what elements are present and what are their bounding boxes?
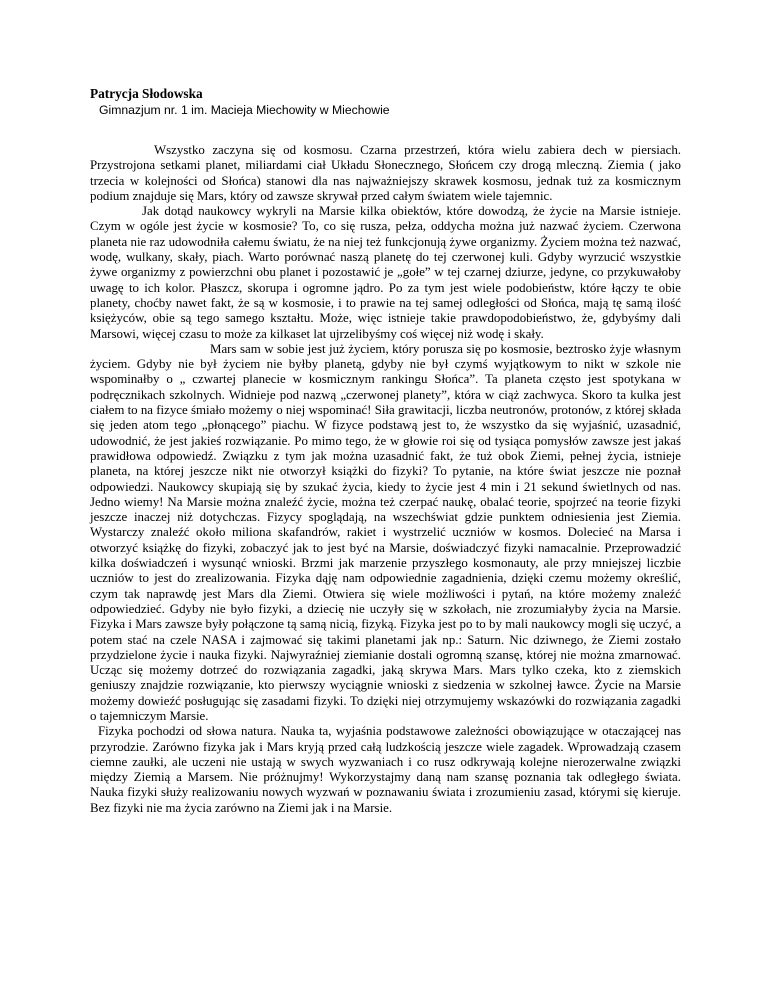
paragraph-1: Wszystko zaczyna się od kosmosu. Czarna przestrzeń, która wielu zabiera dech w piersiach. Przystrojona setkami planet, miliardami ciał Układu Słonecznego, Słońcem czy drogą mleczną. Ziemia ( jako trzecia w kolejności od Słońca) stanowi dla nas najważniejszy skrawek kosmosu, jednak tuż za kosmicznym podium znajduje się Mars, który od zawsze skrywał przed całym światem wiele tajemnic. [90, 143, 681, 203]
paragraph-2: Jak dotąd naukowcy wykryli na Marsie kilka obiektów, które dowodzą, że życie na Marsie istnieje. Czym w ogóle jest życie w kosmosie? To, co się rusza, pełza, oddycha można już nazwać życiem. Czerwona planeta nie raz udowodniła całemu światu, że na niej też funkcjonują żywe organizmy. Życiem można też nazwać, wodę, wulkany, skały, piach. Warto porównać naszą planetę do tej czerwonej kuli. Gdyby wyrzucić wszystkie żywe organizmy z powierzchni obu planet i pozostawić je „gołe” w tej czarnej dziurze, jedyne, co przykuwałoby uwagę to ich kolor. Płaszcz, skorupa i ogromne jądro. Po za tym jest wiele podobieństw, które łączy te obie planety, choćby nawet fakt, że są w kosmosie, i to prawie na tej samej odległości od Słońca, mają tę samą ilość księżyców, obie są tego samego kształtu. Może, więc istnieje takie prawdopodobieństwo, że, gdybyśmy dali Marsowi, więcej czasu to może za kilkaset lat ujrzelibyśmy coś więcej niż wodę i skały. [90, 204, 681, 341]
paragraph-3: Mars sam w sobie jest już życiem, który porusza się po kosmosie, beztrosko żyje własnym życiem. Gdyby nie był życiem nie byłby planetą, gdyby nie był czymś wyjątkowym to nikt w szkole nie wspominałby o „ czwartej planecie w kosmicznym rankingu Słońca”. Ta planeta często jest spotykana w podręcznikach szkolnych. Widnieje pod nazwą „czerwonej planety”, która w ciąż zachwyca. Skoro ta kulka jest ciałem to na fizyce śmiało możemy o niej wspominać! Siła grawitacji, liczba neutronów, protonów, z której składa się jeden atom tego „płonącego” piachu. W fizyce podstawą jest to, że wszystko da się wyjaśnić, uzasadnić, udowodnić, że jest jakieś rozwiązanie. Po mimo tego, że w głowie roi się od tysiąca pomysłów zawsze jest jakaś prawidłowa odpowiedź. Związku z tym jak można uzasadnić fakt, że tuż obok Ziemi, pełnej życia, istnieje planeta, na której jeszcze nikt nie otworzył książki do fizyki? To pytanie, na które świat jeszcze nie poznał odpowiedzi. Naukowcy skupiają się by szukać życia, kiedy to życie jest 4 min i 21 sekund świetlnych od nas. Jedno wiemy! Na Marsie można znaleźć życie, można też czerpać naukę, obalać teorie, spojrzeć na teorie fizyki jeszcze inaczej niż dotychczas. Fizycy spoglądają, na wszechświat gdzie punktem odniesienia jest Ziemia. Wystarczy znaleźć około miliona skafandrów, rakiet i wystrzelić uczniów w kosmos. Dolecieć na Marsa i otworzyć książkę do fizyki, zobaczyć jak to jest być na Marsie, doświadczyć fizyki namacalnie. Przeprowadzić kilka doświadczeń i wysunąć wnioski. Brzmi jak marzenie przyszłego kosmonauty, ale przy mniejszej liczbie uczniów to jest do zrealizowania. Fizyka dąję nam odpowiednie zagadnienia, dzięki czemu możemy określić, czym tak naprawdę jest Mars dla Ziemi. Otwiera się wiele możliwości i pytań, na które możemy znaleźć odpowiedzieć. Gdyby nie było fizyki, a dziecię nie uczyły się w szkołach, nie zrozumiałyby życia na Marsie. Fizyka i Mars zawsze były połączone tą samą nicią, fizyką. Fizyka jest po to by mali naukowcy mogli się uczyć, a potem stać na czele NASA i zajmować się takimi planetami jak np.: Saturn. Nic dziwnego, że Ziemi zostało przydzielone życie i nauka fizyki. Najwyraźniej ziemianie dostali ogromną szansę, której nie można zmarnować. Ucząc się możemy dotrzeć do rozwiązania zagadki, jaką skrywa Mars. Mars tylko czeka, kto z ziemskich geniuszy znajdzie rozwiązanie, kto pierwszy wyciągnie wnioski z siedzenia w szkolnej ławce. Życie na Marsie możemy dowieźć posługując się zasadami fizyki. To dzięki niej otrzymujemy wskazówki do rozwiązania zagadki o tajemniczym Marsie. [90, 341, 681, 723]
essay-body [90, 143, 681, 816]
author-name: Patrycja Słodowska [90, 86, 203, 101]
paragraph-4: Fizyka pochodzi od słowa natura. Nauka ta, wyjaśnia podstawowe zależności obowiązujące w otaczającej nas przyrodzie. Zarówno fizyka jak i Mars kryją przed całą ludzkością jeszcze wiele zagadek. Wprowadzają czasem ciemne zaułki, ale uczeni nie ustają w swych wyzwaniach i co rusz odkrywają kolejne nierozerwalne związki między Ziemią a Marsem. Nie próżnujmy! Wykorzystajmy daną nam szansę poznania tak odległego świata. Nauka fizyki służy realizowaniu nowych wyzwań w poznawaniu świata i zrozumieniu zasad, którymi się kieruje. Bez fizyki nie ma życia zarówno na Ziemi jak i na Marsie. [90, 724, 681, 815]
school-name: Gimnazjum nr. 1 im. Macieja Miechowity w Miechowie [99, 103, 390, 117]
document-page [90, 86, 681, 816]
